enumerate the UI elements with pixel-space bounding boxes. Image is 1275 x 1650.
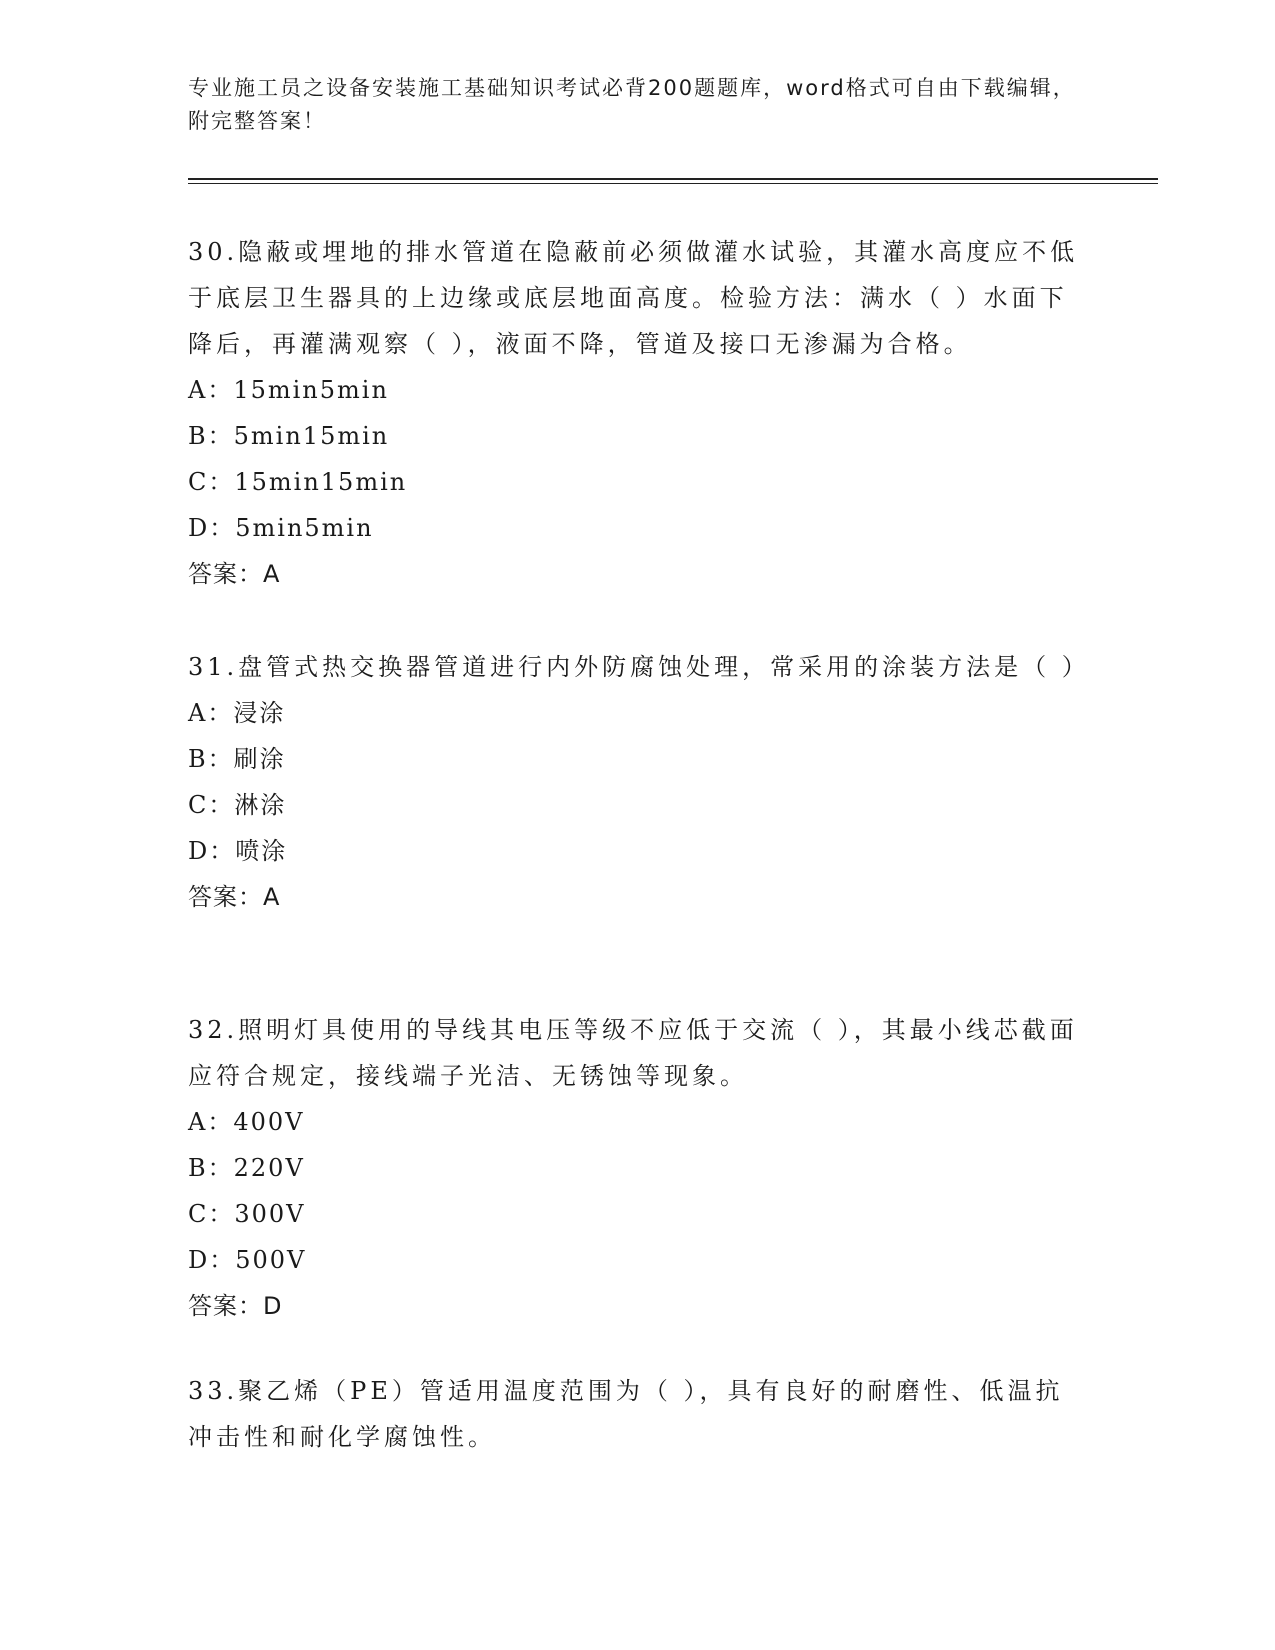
option-d: D：喷涂 <box>188 837 288 865</box>
header-rule-thick <box>188 178 1158 180</box>
answer: 答案：D <box>188 1292 283 1320</box>
option-c: C：淋涂 <box>188 791 287 819</box>
question-33 <box>188 1368 1088 1460</box>
option-d: D：500V <box>188 1246 307 1274</box>
question-stem: 31.盘管式热交换器管道进行内外防腐蚀处理，常采用的涂装方法是（ ） <box>188 653 1090 681</box>
option-a: A：浸涂 <box>188 699 286 727</box>
question-stem: 30.隐蔽或埋地的排水管道在隐蔽前必须做灌水试验，其灌水高度应不低于底层卫生器具的上边缘或底层地面高度。检验方法：满水（ ）水面下降后，再灌满观察（ ），液面不降，管道及接口无渗漏为合格。 <box>188 238 1079 358</box>
option-c: C：15min15min <box>188 468 408 496</box>
option-b: B：5min15min <box>188 422 390 450</box>
option-b: B：刷涂 <box>188 745 286 773</box>
header-rule-thin <box>188 183 1158 184</box>
question-30 <box>188 229 1088 597</box>
question-31 <box>188 644 1088 920</box>
option-d: D：5min5min <box>188 514 374 542</box>
option-a: A：400V <box>188 1108 305 1136</box>
answer: 答案：A <box>188 560 281 588</box>
question-stem: 33.聚乙烯（PE）管适用温度范围为（ ），具有良好的耐磨性、低温抗冲击性和耐化学腐蚀性。 <box>188 1377 1064 1451</box>
option-b: B：220V <box>188 1154 305 1182</box>
document-header: 专业施工员之设备安装施工基础知识考试必背200题题库，word格式可自由下载编辑，附完整答案！ <box>188 76 1076 133</box>
option-a: A：15min5min <box>188 376 389 404</box>
answer: 答案：A <box>188 883 281 911</box>
question-stem: 32.照明灯具使用的导线其电压等级不应低于交流（ ），其最小线芯截面应符合规定，接线端子光洁、无锈蚀等现象。 <box>188 1016 1078 1090</box>
question-32 <box>188 1007 1088 1329</box>
option-c: C：300V <box>188 1200 306 1228</box>
